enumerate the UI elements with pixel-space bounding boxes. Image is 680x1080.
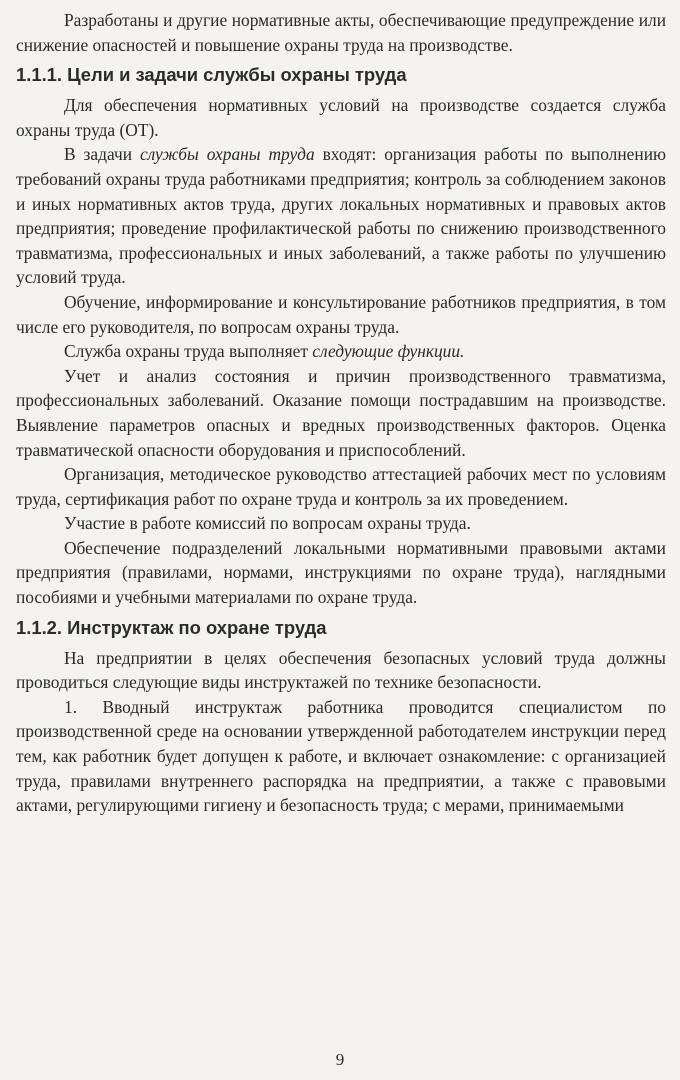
p4-italic-term: следующие функции.	[312, 341, 465, 362]
section-heading-1: 1.1.1. Цели и задачи службы охраны труда	[16, 64, 407, 86]
section2-paragraph-2: 1. Вводный инструктаж работника проводится специалистом по производственной среде на основании утвержденной работодателем инструкции перед тем, как работник будет допущен к работе, и включает ознакомление: с организацией труда, правилами внутреннего распорядка на предприятии, а также с правовыми актами, регулирующими гигиену и безопасность труда; с мерами, принимаемыми	[16, 696, 666, 816]
section1-paragraph-2	[16, 142, 666, 290]
section1-paragraph-8: Обеспечение подразделений локальными нормативными правовыми актами предприятия (правилами, нормами, инструкциями по охране труда), наглядными пособиями и учебными материалами по охране труда.	[16, 537, 666, 608]
section2-paragraph-1: На предприятии в целях обеспечения безопасных условий труда должны проводиться следующие виды инструктажей по технике безопасности.	[16, 647, 666, 693]
p4-text-start: Служба охраны труда выполняет	[64, 341, 313, 362]
section1-paragraph-3: Обучение, информирование и консультирование работников предприятия, в том числе его руководителя, по вопросам охраны труда.	[16, 291, 666, 337]
section1-paragraph-4	[16, 339, 666, 364]
p2-text-end: входят: организация работы по выполнению требований охраны труда работниками предприятия; контроль за соблюдением законов и иных нормативных актов труда, других локальных нормативных и правовых актов предприятия; проведение профилактической работы по снижению производственного травматизма, профессиональных и иных заболеваний, а также работы по улучшению условий труда.	[16, 144, 666, 288]
section-heading-2: 1.1.2. Инструктаж по охране труда	[16, 616, 327, 638]
section1-paragraph-7: Участие в работе комиссий по вопросам охраны труда.	[64, 513, 471, 534]
p2-text-start: В задачи	[64, 144, 140, 165]
section1-paragraph-6: Организация, методическое руководство аттестацией рабочих мест по условиям труда, сертификация работ по охране труда и контроль за их проведением.	[16, 464, 666, 509]
page-number: 9	[335, 1050, 345, 1069]
section1-paragraph-5: Учет и анализ состояния и причин производственного травматизма, профессиональных заболеваний. Оказание помощи пострадавшим на производстве. Выявление параметров опасных и вредных производственных факторов. Оценка травматической опасности оборудования и приспособлений.	[16, 365, 666, 460]
intro-paragraph: Разработаны и другие нормативные акты, обеспечивающие предупреждение или снижение опасностей и повышение охраны труда на производстве.	[16, 10, 666, 55]
p2-italic-term: службы охраны труда	[139, 144, 315, 165]
section1-paragraph-1: Для обеспечения нормативных условий на производстве создается служба охраны труда (ОТ).	[16, 95, 666, 140]
